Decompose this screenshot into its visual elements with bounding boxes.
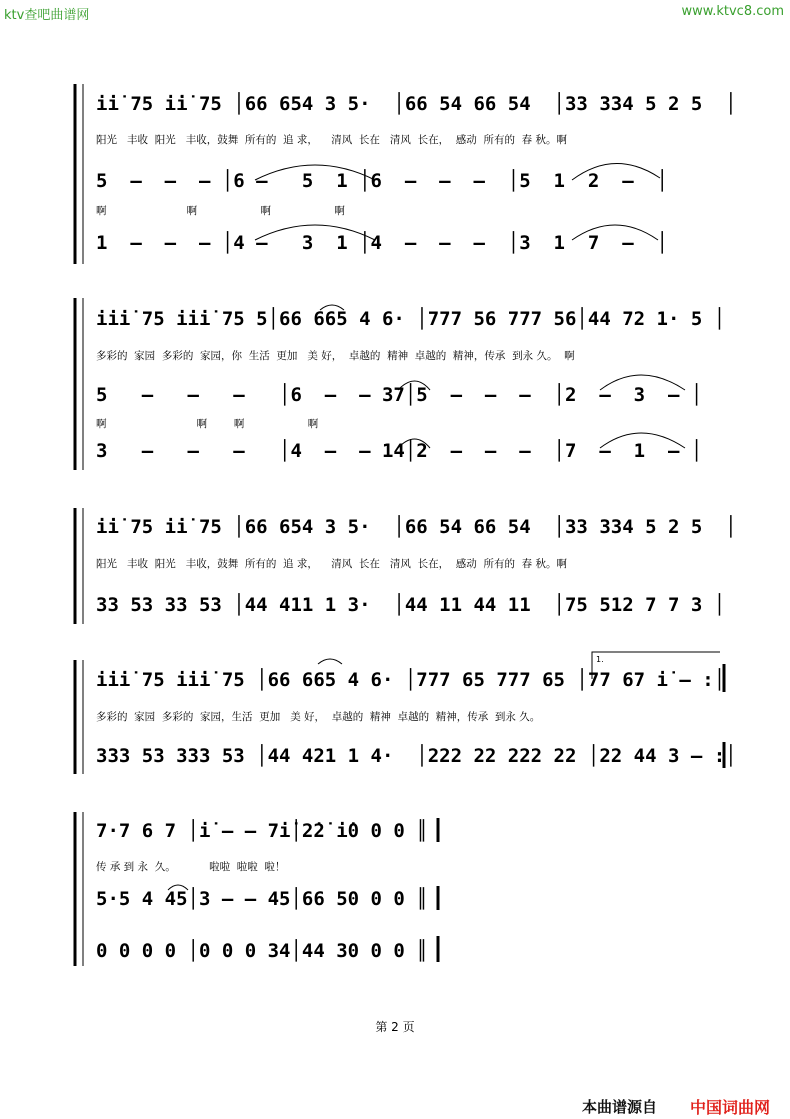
volta-label: 1. xyxy=(596,655,604,664)
s2-soprano-notes: i̇i̇i̇ 75 i̇i̇i̇ 75 5│66 665 4 6· │777 56 777 56│44 72 1· 5 │ xyxy=(96,308,726,330)
s2-alto-lyrics: 啊 啊 啊 啊 xyxy=(96,418,319,430)
brand-link[interactable]: 中国词曲网 xyxy=(690,1098,771,1117)
s5-lyrics: 传 承 到 永 久。 啦啦 啦啦 啦！ xyxy=(96,861,286,873)
watermark-right: www.ktvc8.com xyxy=(681,4,784,19)
s1-lyrics: 阳光 丰收 阳光 丰收，鼓舞 所有的 追 求， 清风 长在 清风 长在， 感动 所有的 春 秋。啊 xyxy=(96,134,567,146)
s1-alto-lyrics: 啊 啊 啊 啊 xyxy=(96,205,345,217)
source-label: 本曲谱源自 xyxy=(582,1098,658,1116)
s1-alto-notes: 5 – – – │6 – 5 1 │6 – – – │5 1 2 – │ xyxy=(96,170,668,192)
s3-soprano-notes: i̇i̇ 75 i̇i̇ 75 │66 654 3 5· │66 54 66 54 │33 334 5 2 5 │ xyxy=(96,516,737,538)
slur xyxy=(318,659,342,664)
s4-lower-notes: 333 53 333 53 │44 421 1 4· │222 22 222 22 │22 44 3 – :│ xyxy=(96,745,737,767)
page-number: 第 2 页 xyxy=(375,1020,415,1034)
s2-bass-notes: 3 – – – │4 – – 14│2 – – – │7 – 1 – │ xyxy=(96,440,703,462)
s1-soprano-notes: i̇i̇ 75 i̇i̇ 75 │66 654 3 5· │66 54 66 54 │33 334 5 2 5 │ xyxy=(96,93,737,115)
s4-soprano-notes: i̇i̇i̇ 75 i̇i̇i̇ 75 │66 665 4 6· │777 65 777 65 │77 67 i̇ – :│ xyxy=(96,669,726,691)
s2-alto-notes: 5 – – – │6 – – 37│5 – – – │2 – 3 – │ xyxy=(96,384,703,406)
s3-lyrics: 阳光 丰收 阳光 丰收，鼓舞 所有的 追 求， 清风 长在 清风 长在， 感动 所有的 春 秋。啊 xyxy=(96,558,567,570)
watermark-left: ktv查吧曲谱网 xyxy=(4,8,90,23)
s3-lower-notes: 33 53 33 53 │44 411 1 3· │44 11 44 11 │75 512 7 7 3 │ xyxy=(96,594,726,616)
s2-lyrics: 多彩的 家园 多彩的 家园，你 生活 更加 美 好， 卓越的 精神 卓越的 精神，传承 到永 久。 啊 xyxy=(96,350,575,362)
s4-lyrics: 多彩的 家园 多彩的 家园，生活 更加 美 好， 卓越的 精神 卓越的 精神，传承 到永 久。 xyxy=(96,711,541,723)
s5-soprano-notes: 7·7 6 7 │i̇ – – 7i̇│2̇2̇ i̇0 0 0 ║ xyxy=(96,820,428,842)
s5-bass-notes: 0 0 0 0 │0 0 0 34│44 30 0 0 ║ xyxy=(96,940,428,962)
s1-bass-notes: 1 – – – │4 – 3 1 │4 – – – │3 1 7 – │ xyxy=(96,232,668,254)
s5-alto-notes: 5·5 4 45│3 – – 45│66 50 0 0 ║ xyxy=(96,888,428,910)
